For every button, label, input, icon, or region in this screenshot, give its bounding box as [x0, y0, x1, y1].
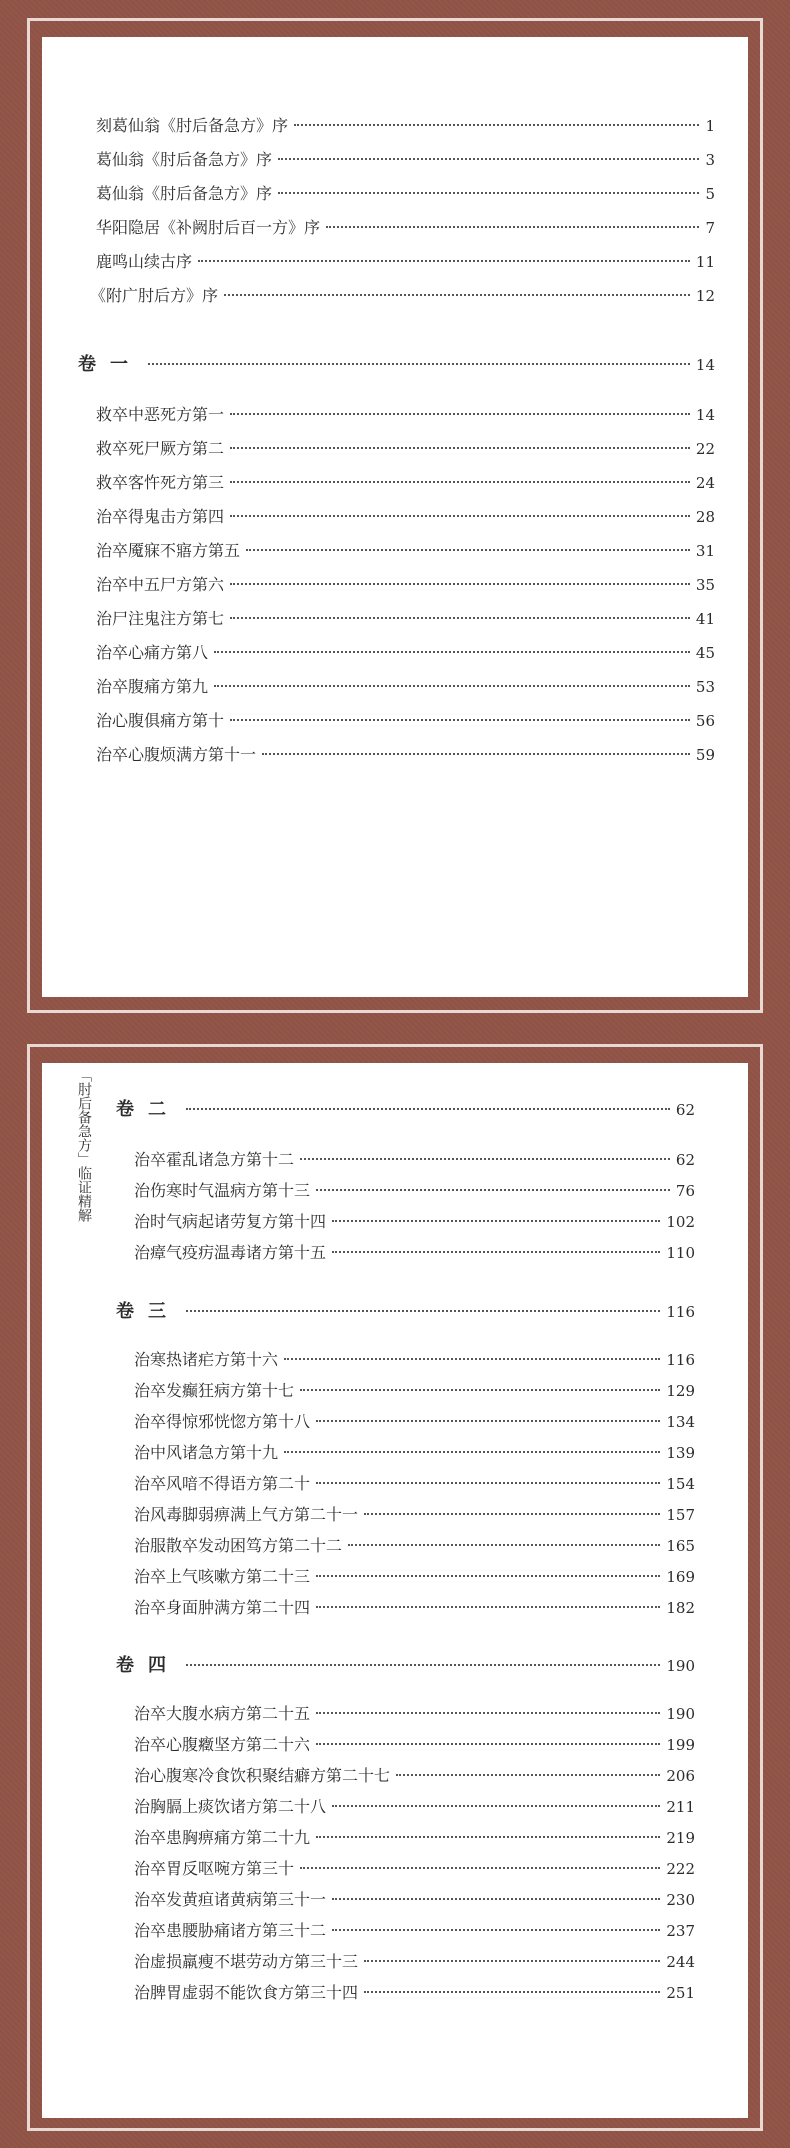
- volume-title: 卷三: [116, 1301, 180, 1322]
- dot-leader: [332, 1898, 660, 1900]
- dot-leader: [332, 1805, 660, 1807]
- dot-leader: [332, 1220, 660, 1222]
- dot-leader: [364, 1960, 660, 1962]
- entry-title: 治时气病起诸劳复方第十四: [134, 1212, 327, 1231]
- dot-leader: [230, 413, 690, 415]
- page-number: 230: [666, 1891, 695, 1909]
- entry-title: 治卒上气咳嗽方第二十三: [134, 1567, 311, 1586]
- entry-title: 救卒死尸厥方第二: [96, 439, 225, 458]
- entry-title: 治中风诸急方第十九: [134, 1443, 279, 1462]
- entry-title: 治服散卒发动困笃方第二十二: [134, 1536, 343, 1555]
- dot-leader: [230, 719, 690, 721]
- toc-entry[interactable]: [96, 538, 715, 561]
- toc-entry[interactable]: [134, 1856, 695, 1879]
- dot-leader: [230, 617, 690, 619]
- page-number: 45: [695, 644, 715, 662]
- entry-title: 治卒风喑不得语方第二十: [134, 1474, 311, 1493]
- toc-entry[interactable]: [96, 742, 715, 765]
- entry-title: 救卒中恶死方第一: [96, 405, 225, 424]
- dot-leader: [364, 1513, 660, 1515]
- dot-leader: [230, 481, 690, 483]
- toc-entry[interactable]: [134, 1240, 695, 1263]
- toc-entry[interactable]: [134, 1347, 695, 1370]
- page-number: 102: [666, 1213, 695, 1231]
- entry-title: 救卒客忤死方第三: [96, 473, 225, 492]
- dot-leader: [284, 1358, 660, 1360]
- page-number: 59: [695, 746, 715, 764]
- toc-entry[interactable]: [96, 606, 715, 629]
- dot-leader: [364, 1991, 660, 1993]
- toc-entry[interactable]: [96, 572, 715, 595]
- entry-title: 治卒心痛方第八: [96, 643, 209, 662]
- entry-title: 治心腹寒冷食饮积聚结癖方第二十七: [134, 1766, 391, 1785]
- entry-title: 治卒患腰胁痛诸方第三十二: [134, 1921, 327, 1940]
- page-number: 14: [695, 356, 715, 374]
- page-number: 62: [675, 1151, 695, 1169]
- volume-heading[interactable]: [116, 1095, 695, 1121]
- page-number: 206: [666, 1767, 695, 1785]
- page-number: 28: [695, 508, 715, 526]
- entry-title: 治心腹俱痛方第十: [96, 711, 225, 730]
- dot-leader: [396, 1774, 660, 1776]
- page-number: 14: [695, 406, 715, 424]
- entry-title: 治伤寒时气温病方第十三: [134, 1181, 311, 1200]
- page-number: 154: [666, 1475, 695, 1493]
- page-number: 129: [666, 1382, 695, 1400]
- entry-title: 治卒大腹水病方第二十五: [134, 1704, 311, 1723]
- dot-leader: [214, 685, 690, 687]
- page-number: 62: [675, 1101, 695, 1119]
- entry-title: 葛仙翁《肘后备急方》序: [96, 150, 273, 169]
- entry-title: 治卒患胸痹痛方第二十九: [134, 1828, 311, 1847]
- dot-leader: [246, 549, 690, 551]
- entry-title: 治卒中五尸方第六: [96, 575, 225, 594]
- dot-leader: [230, 447, 690, 449]
- entry-title: 治胸膈上痰饮诸方第二十八: [134, 1797, 327, 1816]
- page-number: 7: [705, 219, 715, 237]
- page-number: 211: [666, 1798, 695, 1816]
- page-number: 169: [666, 1568, 695, 1586]
- page-number: 3: [705, 151, 715, 169]
- page-number: 22: [695, 440, 715, 458]
- page-number: 182: [666, 1599, 695, 1617]
- entry-title: 治卒心腹癥坚方第二十六: [134, 1735, 311, 1754]
- toc-entry[interactable]: [134, 1732, 695, 1755]
- dot-leader: [316, 1743, 660, 1745]
- entry-title: 葛仙翁《肘后备急方》序: [96, 184, 273, 203]
- page-number: 116: [666, 1351, 695, 1369]
- side-running-title: 「肘后备急方」临证精解: [76, 1068, 92, 1222]
- toc-entry[interactable]: [96, 113, 715, 136]
- toc-entry[interactable]: [96, 249, 715, 272]
- dot-leader: [186, 1108, 670, 1110]
- page-number: 116: [666, 1303, 695, 1321]
- page-number: 1: [705, 117, 715, 135]
- dot-leader: [332, 1251, 660, 1253]
- toc-entry[interactable]: [96, 674, 715, 697]
- dot-leader: [230, 583, 690, 585]
- page-number: 11: [695, 253, 715, 271]
- dot-leader: [316, 1482, 660, 1484]
- page-number: 41: [695, 610, 715, 628]
- entry-title: 治卒得鬼击方第四: [96, 507, 225, 526]
- dot-leader: [316, 1575, 660, 1577]
- entry-title: 治卒心腹烦满方第十一: [96, 745, 257, 764]
- toc-entry[interactable]: [134, 1701, 695, 1724]
- dot-leader: [186, 1664, 660, 1666]
- page-number: 190: [666, 1705, 695, 1723]
- toc-entry[interactable]: [134, 1440, 695, 1463]
- dot-leader: [224, 294, 690, 296]
- entry-title: 治尸注鬼注方第七: [96, 609, 225, 628]
- entry-title: 治卒身面肿满方第二十四: [134, 1598, 311, 1617]
- toc-entry[interactable]: [96, 147, 715, 170]
- dot-leader: [278, 158, 699, 160]
- toc-entry[interactable]: [134, 1980, 695, 2003]
- entry-title: 治瘴气疫疠温毒诸方第十五: [134, 1243, 327, 1262]
- volume-title: 卷二: [116, 1099, 180, 1120]
- toc-entry[interactable]: [134, 1147, 695, 1170]
- volume-heading[interactable]: [116, 1651, 695, 1677]
- dot-leader: [230, 515, 690, 517]
- entry-title: 刻葛仙翁《肘后备急方》序: [96, 116, 289, 135]
- dot-leader: [348, 1544, 660, 1546]
- toc-entry[interactable]: [96, 708, 715, 731]
- page-number: 35: [695, 576, 715, 594]
- toc-entry[interactable]: [134, 1533, 695, 1556]
- dot-leader: [300, 1867, 660, 1869]
- page-number: 56: [695, 712, 715, 730]
- toc-entry[interactable]: [134, 1471, 695, 1494]
- page-number: 24: [695, 474, 715, 492]
- toc-entry[interactable]: [134, 1378, 695, 1401]
- dot-leader: [316, 1836, 660, 1838]
- toc-entry[interactable]: [96, 181, 715, 204]
- entry-title: 华阳隐居《补阙肘后百一方》序: [96, 218, 321, 237]
- page-number: 219: [666, 1829, 695, 1847]
- toc-entry[interactable]: [96, 402, 715, 425]
- dot-leader: [262, 753, 690, 755]
- dot-leader: [316, 1420, 660, 1422]
- dot-leader: [278, 192, 699, 194]
- toc-entry[interactable]: [134, 1794, 695, 1817]
- entry-title: 治脾胃虚弱不能饮食方第三十四: [134, 1983, 359, 2002]
- entry-title: 治虚损羸瘦不堪劳动方第三十三: [134, 1952, 359, 1971]
- page-number: 199: [666, 1736, 695, 1754]
- entry-title: 治寒热诸疟方第十六: [134, 1350, 279, 1369]
- toc-entry[interactable]: [134, 1595, 695, 1618]
- page-number: 237: [666, 1922, 695, 1940]
- entry-title: 治卒胃反呕啘方第三十: [134, 1859, 295, 1878]
- dot-leader: [332, 1929, 660, 1931]
- entry-title: 治卒发黄疸诸黄病第三十一: [134, 1890, 327, 1909]
- toc-entry[interactable]: [134, 1409, 695, 1432]
- page-number: 165: [666, 1537, 695, 1555]
- entry-title: 治卒发癫狂病方第十七: [134, 1381, 295, 1400]
- toc-entry[interactable]: [134, 1209, 695, 1232]
- entry-title: 鹿鸣山续古序: [96, 252, 193, 271]
- entry-title: 治风毒脚弱痹满上气方第二十一: [134, 1505, 359, 1524]
- toc-entry[interactable]: [134, 1502, 695, 1525]
- toc-entry[interactable]: [134, 1825, 695, 1848]
- dot-leader: [300, 1158, 670, 1160]
- page-number: 53: [695, 678, 715, 696]
- toc-entry[interactable]: [134, 1564, 695, 1587]
- dot-leader: [316, 1189, 670, 1191]
- volume-heading[interactable]: [78, 350, 715, 376]
- page-number: 31: [695, 542, 715, 560]
- page-number: 139: [666, 1444, 695, 1462]
- page-number: 12: [695, 287, 715, 305]
- dot-leader: [148, 363, 690, 365]
- toc-entry[interactable]: [96, 470, 715, 493]
- page-number: 190: [666, 1657, 695, 1675]
- toc-entry[interactable]: [134, 1918, 695, 1941]
- toc-entry[interactable]: [96, 640, 715, 663]
- dot-leader: [198, 260, 690, 262]
- page-number: 76: [675, 1182, 695, 1200]
- toc-entry[interactable]: [96, 436, 715, 459]
- entry-title: 治卒霍乱诸急方第十二: [134, 1150, 295, 1169]
- page-number: 110: [666, 1244, 695, 1262]
- page-number: 134: [666, 1413, 695, 1431]
- page-number: 244: [666, 1953, 695, 1971]
- page-number: 157: [666, 1506, 695, 1524]
- dot-leader: [186, 1310, 660, 1312]
- page-number: 222: [666, 1860, 695, 1878]
- dot-leader: [326, 226, 699, 228]
- toc-entry[interactable]: [134, 1887, 695, 1910]
- entry-title: 治卒腹痛方第九: [96, 677, 209, 696]
- toc-entry[interactable]: [134, 1949, 695, 1972]
- volume-heading[interactable]: [116, 1297, 695, 1323]
- dot-leader: [316, 1606, 660, 1608]
- dot-leader: [214, 651, 690, 653]
- volume-title: 卷四: [116, 1655, 180, 1676]
- dot-leader: [300, 1389, 660, 1391]
- toc-entry[interactable]: [96, 504, 715, 527]
- toc-entry[interactable]: [96, 215, 715, 238]
- entry-title: 治卒魇寐不寤方第五: [96, 541, 241, 560]
- toc-entry[interactable]: [134, 1178, 695, 1201]
- page-number: 5: [705, 185, 715, 203]
- dot-leader: [316, 1712, 660, 1714]
- dot-leader: [284, 1451, 660, 1453]
- dot-leader: [294, 124, 699, 126]
- volume-title: 卷一: [78, 354, 142, 375]
- entry-title: 《附广肘后方》序: [90, 286, 219, 305]
- page-number: 251: [666, 1984, 695, 2002]
- entry-title: 治卒得惊邪恍惚方第十八: [134, 1412, 311, 1431]
- toc-entry[interactable]: [134, 1763, 695, 1786]
- toc-entry[interactable]: [90, 283, 715, 306]
